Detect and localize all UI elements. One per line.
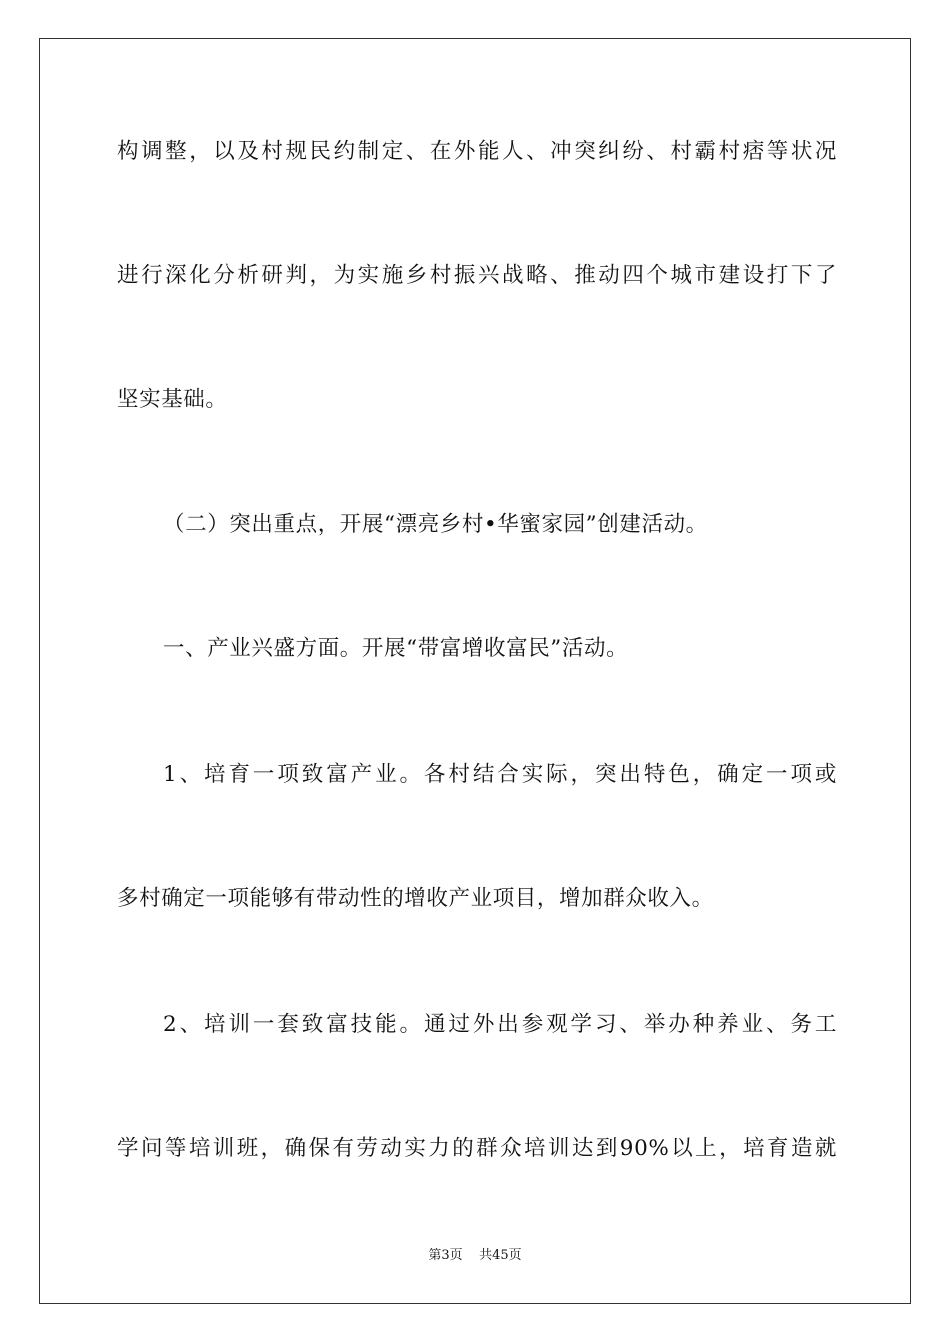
section-heading: （二）突出重点，开展“漂亮乡村•华蜜家园”创建活动。 [163,512,708,537]
paragraph-line: 2、培训一套致富技能。通过外出参观学习、举办种养业、务工 [163,1012,837,1037]
paragraph-line: 1、培育一项致富产业。各村结合实际，突出特色，确定一项或 [163,762,837,787]
subsection-heading: 一、产业兴盛方面。开展“带富增收富民”活动。 [163,636,629,661]
paragraph-line: 构调整，以及村规民约制定、在外能人、冲突纠纷、村霸村痞等状况 [117,139,837,164]
page-number-footer: 第3页 共45页 [428,1248,522,1263]
paragraph-line: 进行深化分析研判，为实施乡村振兴战略、推动四个城市建设打下了 [117,263,837,288]
paragraph-line: 多村确定一项能够有带动性的增收产业项目，增加群众收入。 [117,886,714,911]
paragraph-line: 坚实基础。 [117,387,228,412]
paragraph-line: 学问等培训班，确保有劳动实力的群众培训达到90%以上，培育造就 [117,1136,837,1161]
page-border [39,38,911,1304]
